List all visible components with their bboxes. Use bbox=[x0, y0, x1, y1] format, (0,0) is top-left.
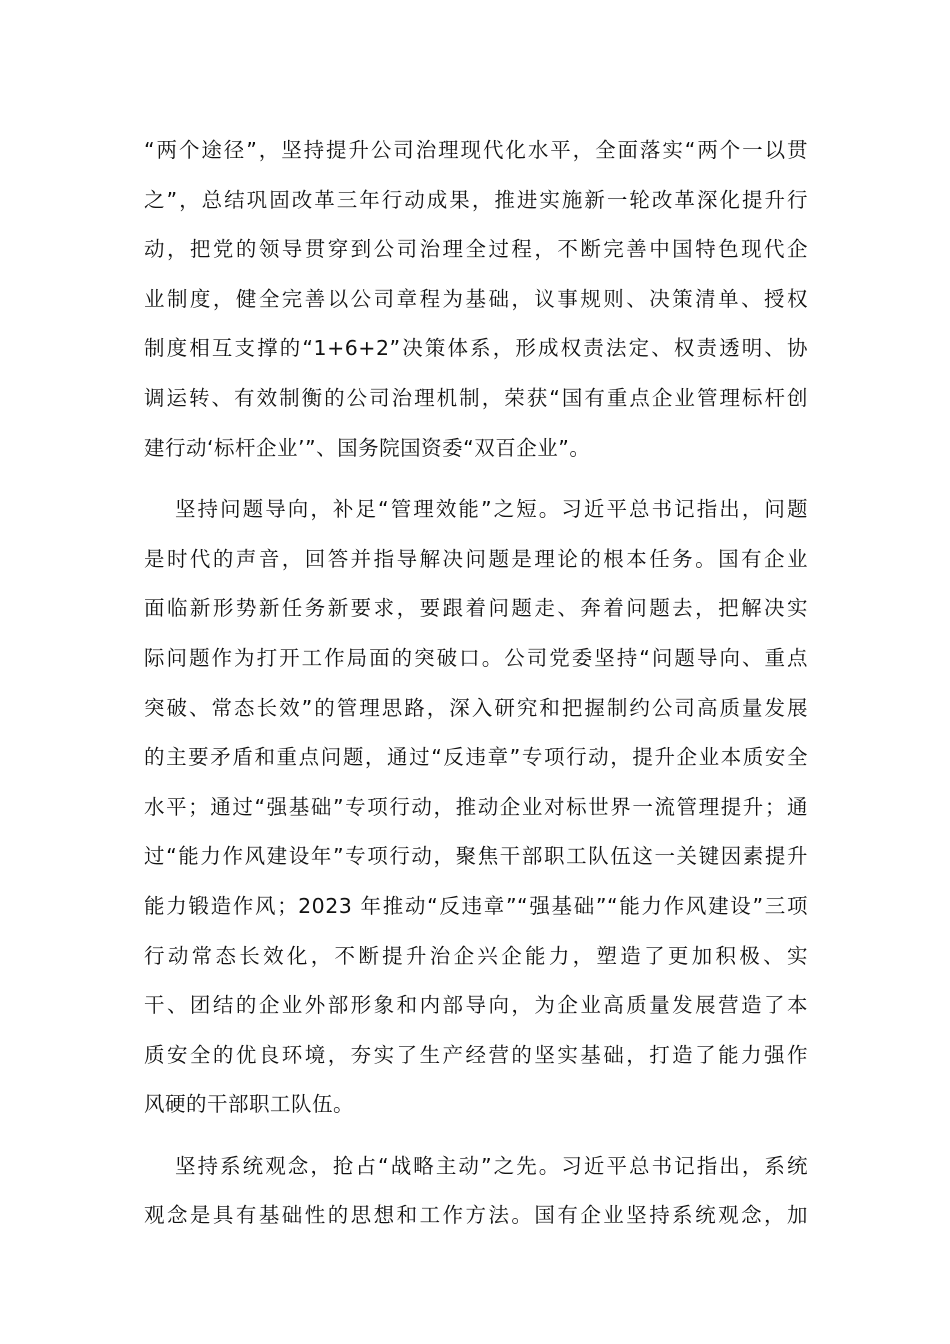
text-line: 业制度，健全完善以公司章程为基础，议事规则、决策清单、授权 bbox=[144, 286, 808, 311]
text-line: 面临新形势新任务新要求，要跟着问题走、奔着问题去，把解决实 bbox=[144, 596, 808, 621]
text-line: “两个途径”，坚持提升公司治理现代化水平，全面落实“两个一以贯 bbox=[144, 138, 808, 162]
paragraph-governance bbox=[144, 126, 808, 473]
text-line: 的主要矛盾和重点问题，通过“反违章”专项行动，提升企业本质安全 bbox=[144, 745, 808, 770]
paragraph-systems-thinking bbox=[144, 1142, 808, 1241]
text-line: 能力锻造作风；2023 年推动“反违章”“强基础”“能力作风建设”三项 bbox=[144, 893, 808, 918]
text-line: 是时代的声音，回答并指导解决问题是理论的根本任务。国有企业 bbox=[144, 546, 808, 571]
text-line: 质安全的优良环境，夯实了生产经营的坚实基础，打造了能力强作 bbox=[144, 1042, 808, 1067]
text-line: 水平；通过“强基础”专项行动，推动企业对标世界一流管理提升；通 bbox=[144, 794, 808, 819]
text-line: 坚持问题导向，补足“管理效能”之短。习近平总书记指出，问题 bbox=[175, 497, 808, 522]
text-line: 建行动‘标杆企业’”、国务院国资委“双百企业”。 bbox=[144, 435, 591, 460]
text-line: 干、团结的企业外部形象和内部导向，为企业高质量发展营造了本 bbox=[144, 993, 808, 1018]
text-line: 观念是具有基础性的思想和工作方法。国有企业坚持系统观念，加 bbox=[144, 1203, 808, 1228]
text-line: 动，把党的领导贯穿到公司治理全过程，不断完善中国特色现代企 bbox=[144, 237, 808, 262]
text-line: 调运转、有效制衡的公司治理机制，荣获“国有重点企业管理标杆创 bbox=[144, 385, 808, 410]
text-line: 坚持系统观念，抢占“战略主动”之先。习近平总书记指出，系统 bbox=[175, 1153, 808, 1178]
text-line: 行动常态长效化，不断提升治企兴企能力，塑造了更加积极、实 bbox=[144, 943, 808, 968]
text-line: 际问题作为打开工作局面的突破口。公司党委坚持“问题导向、重点 bbox=[144, 645, 808, 670]
text-line: 过“能力作风建设年”专项行动，聚焦干部职工队伍这一关键因素提升 bbox=[144, 844, 808, 869]
document-body bbox=[144, 126, 808, 1253]
paragraph-problem-oriented bbox=[144, 485, 808, 1130]
text-line: 风硬的干部职工队伍。 bbox=[144, 1092, 354, 1117]
text-line: 之”，总结巩固改革三年行动成果，推进实施新一轮改革深化提升行 bbox=[144, 187, 808, 212]
text-line: 突破、常态长效”的管理思路，深入研究和把握制约公司高质量发展 bbox=[144, 695, 808, 720]
text-line: 制度相互支撑的“1+6+2”决策体系，形成权责法定、权责透明、协 bbox=[144, 336, 808, 361]
